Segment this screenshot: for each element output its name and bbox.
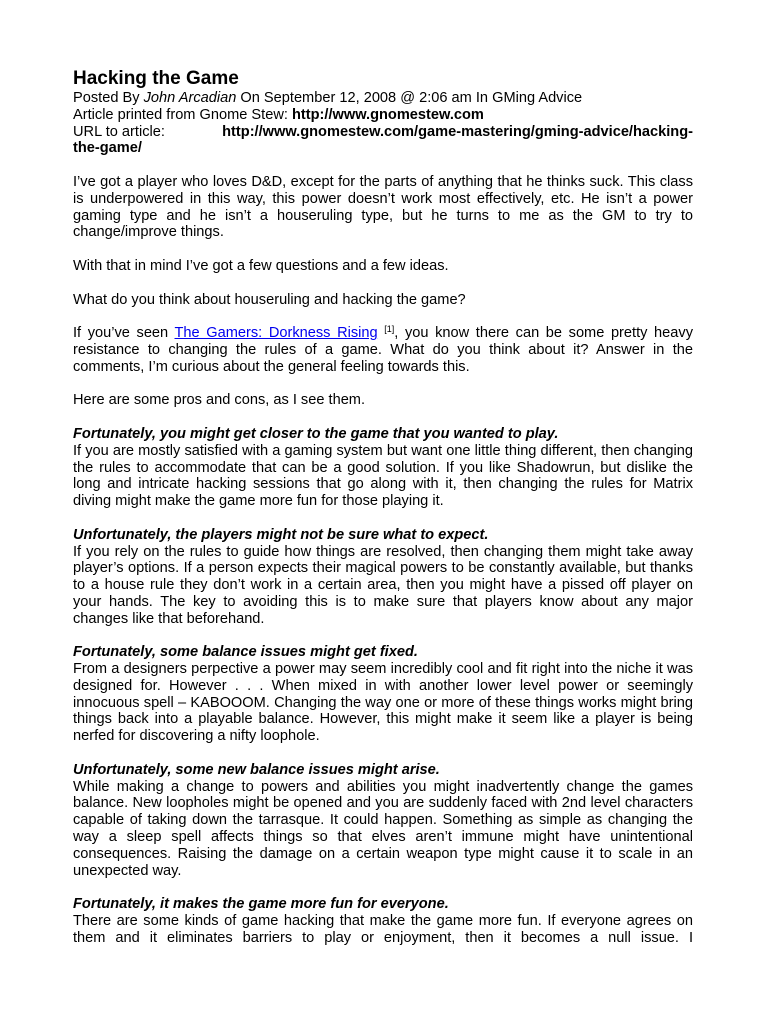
printed-from	[73, 107, 693, 124]
printed-from-label: Article printed from Gnome Stew:	[73, 106, 292, 123]
gamers-dorkness-rising-link[interactable]: The Gamers: Dorkness Rising	[174, 325, 378, 342]
section-heading: Fortunately, it makes the game more fun for everyone.	[73, 896, 449, 913]
section-body: While making a change to powers and abilities you might inadvertently change the games balance. New loopholes might be opened and you are suddenly faced with 2nd level characters capable of taking down the tarrasque. It could happen. Something as simple as changing the way a sleep spell affects things so that elves aren’t immune might have unintentional consequences. Raising the damage on a certain weapon type might cause it to scale in an unexpected way.	[73, 778, 693, 879]
section-body: If you rely on the rules to guide how things are resolved, then changing them might take away player’s options. If a person expects their magical powers to be constantly available, but thanks to a house rule they don’t work in a certain area, then you might have a pissed off player on your hands. The key to avoiding this is to make sure that players know about any major changes like that beforehand.	[73, 543, 693, 627]
byline	[73, 90, 693, 107]
section-heading: Unfortunately, some new balance issues might arise.	[73, 761, 440, 778]
section-body: If you are mostly satisfied with a gaming system but want one little thing different, then changing the rules to accommodate that can be a good solution. If you like Shadowrun, but dislike the long and intricate hacking sessions that go along with it, then changing the rules for Matrix diving might make the game more fun for those playing it.	[73, 442, 693, 510]
article-title: Hacking the Game	[73, 68, 239, 89]
intro-p4-before: If you’ve seen	[73, 325, 175, 342]
article-url-line	[73, 124, 693, 141]
article-url-part1: http://www.gnomestew.com/game-mastering/gming-advice/hacking-	[222, 123, 693, 140]
intro-paragraph-1: I’ve got a player who loves D&D, except for the parts of anything that he thinks suck. This class is underpowered in this way, this power doesn’t work most effectively, etc. He isn’t a power gaming type and he isn’t a houseruling type, but he turns to me as the GM to try to change/improve things.	[73, 173, 693, 241]
intro-p4-after: , you know there can be some pretty heavy resistance to changing the rules of a game. What do you think about it? Answer in the comments, I’m curious about the general feeling towards this.	[73, 325, 693, 375]
posted-by-prefix: Posted By	[73, 90, 144, 106]
author-name: John Arcadian	[143, 90, 237, 106]
section-body: There are some kinds of game hacking that make the game more fun. If everyone agrees on them and it eliminates barriers to play or enjoyment, then it becomes a null issue. I	[73, 913, 693, 946]
intro-paragraph-4	[73, 325, 693, 375]
footnote-ref: [1]	[384, 324, 395, 335]
posted-date-category: On September 12, 2008 @ 2:06 am In GMing Advice	[236, 90, 583, 106]
article	[73, 68, 693, 947]
section-heading: Unfortunately, the players might not be sure what to expect.	[73, 526, 489, 543]
section-heading: Fortunately, some balance issues might get fixed.	[73, 644, 418, 661]
article-url-continued	[73, 140, 693, 157]
section-heading: Fortunately, you might get closer to the game that you wanted to play.	[73, 425, 559, 442]
section-body: From a designers perpective a power may seem incredibly cool and fit right into the niche it was designed for. However . . . When mixed in with another lower level power or seemingly innocuous spell – KABOOOM. Changing the way one or more of these things works might bring things back into a playable balance. However, this might make it seem like a player is being nerfed for discovering a nifty loophole.	[73, 661, 693, 745]
intro-paragraph-5: Here are some pros and cons, as I see them.	[73, 392, 366, 409]
intro-paragraph-3: What do you think about houseruling and hacking the game?	[73, 291, 466, 308]
url-label: URL to article:	[73, 123, 165, 140]
intro-paragraph-2: With that in mind I’ve got a few questions and a few ideas.	[73, 257, 449, 274]
article-url-part2: the-game/	[73, 140, 142, 157]
printed-from-url: http://www.gnomestew.com	[292, 106, 484, 123]
